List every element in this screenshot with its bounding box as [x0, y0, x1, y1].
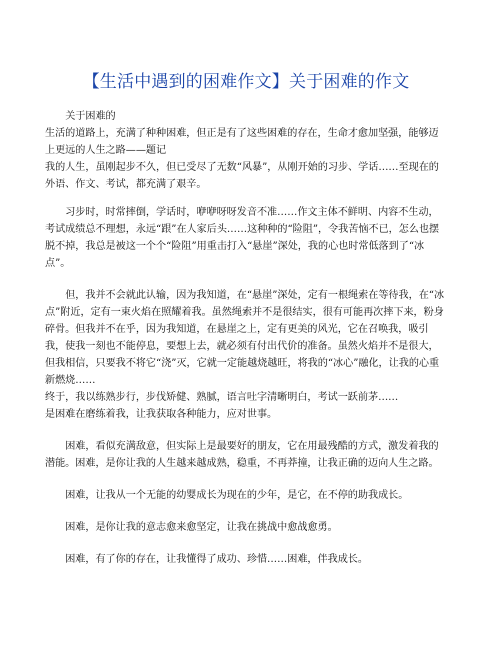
paragraph-friend: 困难，看似充满敌意，但实际上是最要好的朋友，它在用最残酷的方式，激发着我的潜能。困难，是你让我的人生越来越成熟，稳重，不再莽撞，让我正确的迈向人生之路。 — [45, 441, 439, 469]
paragraph-success: 终于，我以练熟步行，步伐矫健、熟腻，语言吐字清晰明白，考试一跃前茅…… — [45, 392, 399, 403]
paragraph-will: 困难，是你让我的意志愈来愈坚定，让我在挑战中愈战愈勇。 — [65, 522, 338, 533]
paragraph-tempering: 是困难在磨练着我，让我获取各种能力，应对世事。 — [45, 409, 278, 420]
paragraph-epigraph: 生活的道路上，充满了种种困难，但正是有了这些困难的存在，生命才愈加坚强，能够迈上更远的人生之路——题记 — [45, 128, 439, 156]
paragraph-struggles: 习步时，时常摔倒，学话时，咿咿呀呀发音不准……作文主体不鲜明、内容不生动，考试成绩总不理想，永远“跟”在人家后头……这种种的“险阻”，令我苦恼不已，怎么也摆脱不掉，我总是被这一个个“险阻”用重击打入“悬崖”深处，我的心也时常低落到了“冰点”。 — [45, 207, 440, 269]
paragraph-growth: 困难，让我从一个无能的幼婴成长为现在的少年，是它，在不停的助我成长。 — [65, 490, 409, 501]
paragraph-closing: 困难，有了你的存在，让我懂得了成功、珍惜……困难，伴我成长。 — [65, 554, 368, 565]
paragraph-perseverance: 但，我并不会就此认输，因为我知道，在“悬崖”深处，定有一根绳索在等待我，在“冰点”附近，定有一束火焰在照耀着我。虽然绳索并不是很结实，很有可能再次摔下来，粉身碎骨。但我并不在乎，因为我知道，在悬崖之上，定有更美的风光，它在召唤我，吸引我，使我一刻也不能停息，要想上去，就必须有付出代价的准备。虽然火焰并不是很大，但我相信，只要我不将它“浇”灭，它就一定能越烧越旺，将我的“冰心”融化，让我的心重新燃烧…… — [45, 290, 445, 386]
document-body — [45, 108, 447, 568]
paragraph-heading: 关于困难的 — [65, 111, 116, 122]
paragraph-intro: 我的人生，虽刚起步不久，但已受尽了无数“风暴”，从刚开始的习步、学话……至现在的外语、作文、考试，都充满了艰辛。 — [45, 162, 439, 190]
document-title: 【生活中遇到的困难作文】关于困难的作文 — [82, 72, 410, 92]
